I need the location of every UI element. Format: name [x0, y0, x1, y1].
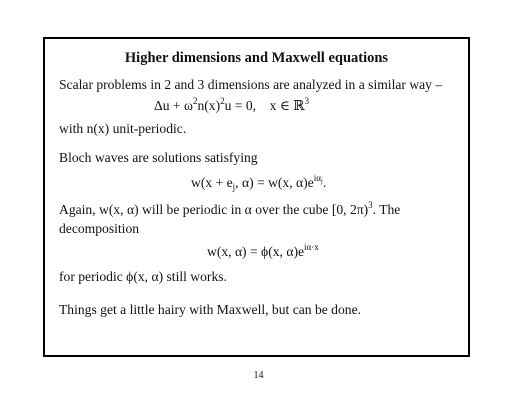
eq1-mid: n(x) [197, 98, 221, 113]
eq1-sup2: 2 [220, 96, 225, 106]
equation-bloch [191, 173, 454, 192]
paragraph-maxwell: Things get a little hairy with Maxwell, but can be done. [59, 302, 362, 317]
eq2-sup1sub: j [320, 177, 323, 185]
equation-helmholtz [154, 96, 454, 115]
eq2-left: w(x + e [191, 175, 233, 190]
paragraph-still-works: for periodic ϕ(x, α) still works. [59, 269, 227, 284]
slide-frame [43, 37, 470, 357]
eq2-mid: , α) = w(x, α)e [235, 175, 314, 190]
page-number: 14 [253, 370, 264, 381]
eq3-sup1: iα·x [304, 242, 319, 252]
eq1-sup3: 3 [304, 96, 310, 106]
eq1-sup1: 2 [192, 96, 198, 106]
eq1-rhs: u = 0, [224, 98, 257, 113]
paragraph-periodic-cube: Again, w(x, α) will be periodic in α over the cube [0, 2π)$^3$. The decomposition [59, 200, 401, 236]
equation-decomposition [207, 242, 454, 261]
para4-sup: 3 [368, 200, 373, 210]
eq2-end: . [322, 175, 327, 190]
paragraph-unit-periodic: with n(x) unit-periodic. [59, 121, 187, 136]
paragraph-scalar-problems: Scalar problems in 2 and 3 dimensions are analyzed in a similar way – [59, 77, 443, 92]
eq2-sub1: j [232, 182, 236, 192]
eq2-sup1: iαj [313, 173, 323, 185]
paragraph-bloch-waves: Bloch waves are solutions satisfying [59, 150, 258, 165]
eq1-lhs: Δu + ω [154, 98, 193, 113]
slide-title: Higher dimensions and Maxwell equations [124, 50, 389, 66]
eq3-main: w(x, α) = ϕ(x, α)e [207, 244, 305, 259]
eq1-cond: x ∈ ℝ [269, 98, 305, 113]
